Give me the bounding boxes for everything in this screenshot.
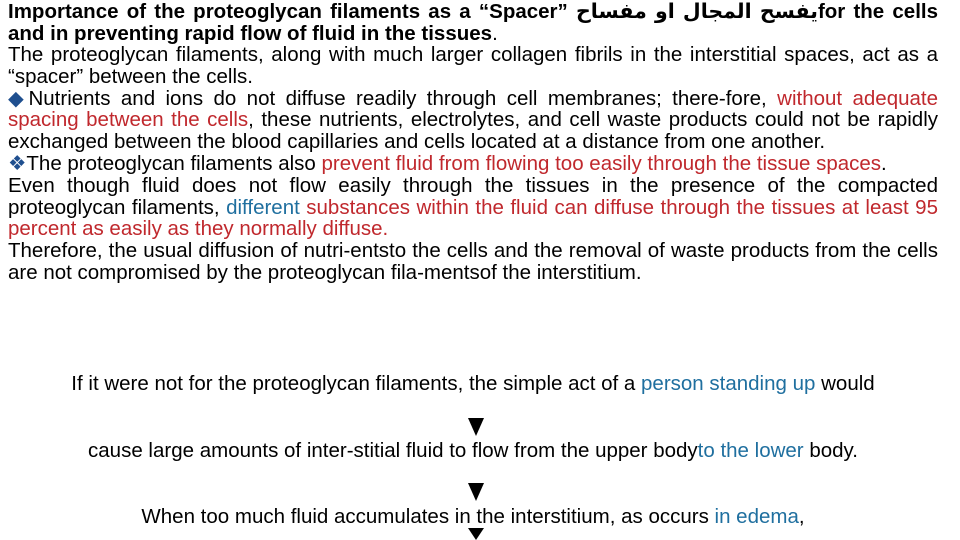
down-arrow-icon (468, 418, 484, 436)
p3-text-red: prevent fluid from flowing too easily through the tissue spaces (321, 151, 882, 175)
flow-step-2 (8, 440, 938, 462)
p5-text: Therefore, the usual diffusion of nutri-entsto the cells and the removal of waste products from the cells are not compromised by the proteoglycan fila-mentsof the interstitium. (8, 239, 938, 284)
title-part1: Importance of the proteoglycan filaments as a “Spacer” (8, 0, 568, 23)
title-arabic: يفسح المجال او مفساح (575, 0, 818, 23)
flow-step1-a: If it were not for the proteoglycan filaments, the simple act of a (71, 372, 642, 395)
p4-text-red: substances within the fluid can diffuse through the tissues at least 95 percent as easily as they normally diffuse. (8, 195, 938, 241)
paragraph-diffusion (8, 175, 938, 240)
flow-step2-a: cause large amounts of inter-stitial fluid to flow from the upper body (88, 439, 698, 462)
paragraph-spacer (8, 44, 938, 88)
slide-body (8, 44, 938, 284)
flow-step2-blue: to the lower (697, 439, 804, 462)
p3-text-a: The proteoglycan filaments also (26, 151, 322, 175)
flow-step1-b: would (815, 372, 875, 395)
down-arrow-icon (468, 483, 484, 501)
flow-step-3 (8, 506, 938, 528)
slide-title (8, 1, 938, 45)
title-period: . (492, 21, 498, 45)
p2-text-b: , these nutrients, electrolytes, and cell waste products could not be rapidly exchanged between the blood capillaries and cells located at a distance from one another. (8, 108, 938, 154)
down-arrow-icon (468, 528, 484, 540)
p4-text-blue: different (226, 195, 300, 219)
flow-step3-blue: in edema (714, 505, 799, 528)
paragraph-prevent-flow (8, 153, 938, 175)
paragraph-nutrients (8, 88, 938, 153)
p1-text: The proteoglycan filaments, along with much larger collagen fibrils in the interstitial spaces, act as a “spacer” between the cells. (8, 43, 938, 88)
four-diamond-bullet-icon: ❖ (8, 151, 27, 175)
title-part2: for the cells and in preventing rapid flow of fluid in the tissues (8, 0, 939, 45)
p2-text-red: without adequate spacing between the cells (8, 86, 939, 132)
flow-step1-blue: person standing up (641, 372, 816, 395)
diamond-bullet-icon: ◆ (8, 86, 29, 110)
paragraph-therefore (8, 240, 938, 284)
flow-step-1 (8, 373, 938, 395)
flow-step3-b: , (798, 505, 805, 528)
p4-text-a: Even though fluid does not flow easily through the tissues in the presence of the compacted proteoglycan filaments, (8, 173, 938, 219)
flow-step3-a: When too much fluid accumulates in the interstitium, as occurs (141, 505, 715, 528)
flow-step2-b: body. (803, 439, 858, 462)
p2-text-a: Nutrients and ions do not diffuse readily through cell membranes; there-fore, (28, 86, 778, 110)
p3-text-b: . (881, 151, 887, 175)
